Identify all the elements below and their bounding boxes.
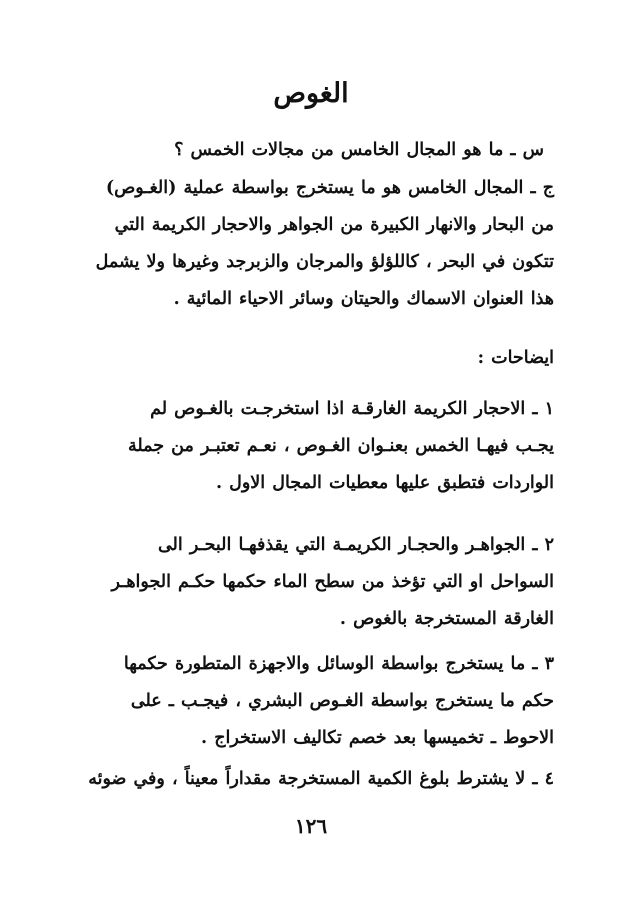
note-2-line-3: الغارقة المستخرجة بالغوص . xyxy=(339,609,554,629)
note-2-line-2: السواحل او التي تؤخذ من سطح الماء حكمها حكـم الجواهـر xyxy=(111,572,554,592)
clarifications-heading-text: ايضاحات : xyxy=(477,348,554,368)
note-1-line-2: يجـب فيهـا الخمس بعنـوان الغـوص ، نعـم تعتبـر من جملة xyxy=(127,436,554,456)
answer-line-1: ج ـ المجال الخامس هو ما يستخرج بواسطة عملية (الغـوص) xyxy=(105,178,554,198)
note-3-paragraph xyxy=(86,646,554,757)
note-2-paragraph xyxy=(86,527,554,638)
question-line: س ـ ما هو المجال الخامس من مجالات الخمس ؟ xyxy=(174,140,544,160)
note-3-line-2: حكم ما يستخرج بواسطة الغـوص البشري ، فيجـب ـ على xyxy=(130,691,554,711)
note-3-line-1: ٣ ـ ما يستخرج بواسطة الوسائل والاجهزة المتطورة حكمها xyxy=(123,654,554,674)
note-2-line-1: ٢ ـ الجواهـر والحجـار الكريمـة التي يقذفهـا البحـر الى xyxy=(157,535,554,555)
answer-line-2: من البحار والانهار الكبيرة من الجواهر والاحجار الكريمة التي xyxy=(114,215,554,235)
note-4-line-1: ٤ ـ لا يشترط بلوغ الكمية المستخرجة مقداراً معيناً ، وفي ضوئه xyxy=(88,769,554,789)
note-1-line-1: ١ ـ الاحجار الكريمة الغارقـة اذا استخرجـت بالغـوص لم xyxy=(150,399,554,419)
clarifications-heading xyxy=(86,340,554,377)
answer-line-3: تتكون في البحر ، كاللؤلؤ والمرجان والزبرجد وغيرها ولا يشمل xyxy=(95,252,554,272)
note-1-paragraph xyxy=(86,391,554,502)
page-title: الغوص xyxy=(273,78,349,109)
page-number: ١٢٦ xyxy=(294,814,328,838)
note-3-line-3: الاحوط ـ تخميسها بعد خصم تكاليف الاستخراج . xyxy=(201,728,554,748)
question-paragraph xyxy=(110,132,544,169)
answer-line-4: هذا العنوان الاسماك والحيتان وسائر الاحياء المائية . xyxy=(173,289,554,309)
note-1-line-3: الواردات فتطبق عليها معطيات المجال الاول . xyxy=(215,473,554,493)
note-4-paragraph xyxy=(86,761,554,798)
answer-paragraph xyxy=(86,170,554,318)
